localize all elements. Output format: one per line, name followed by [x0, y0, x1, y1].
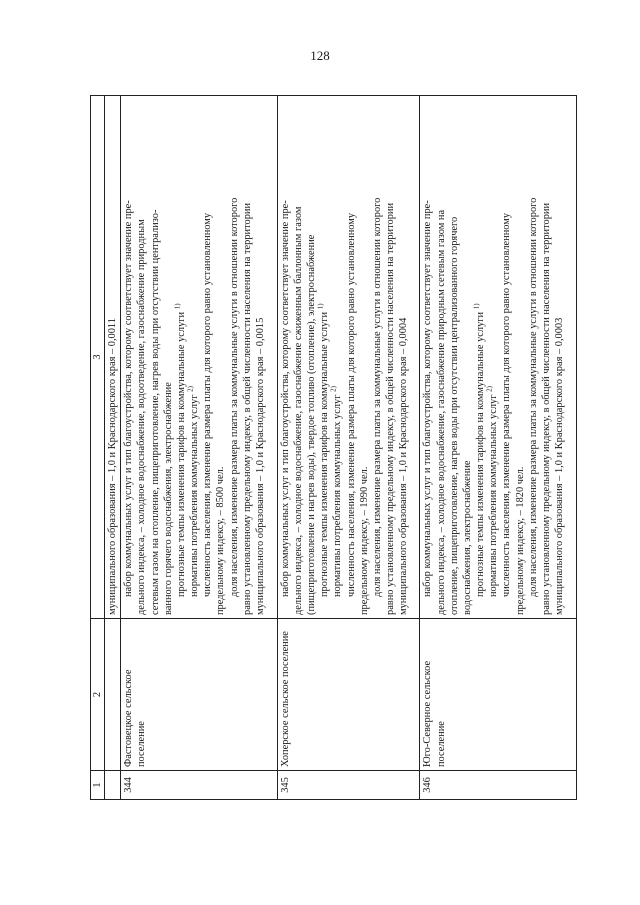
- header-col-1: 1: [91, 771, 105, 800]
- table-row: [420, 96, 577, 800]
- footnote-marker: 2): [186, 386, 195, 392]
- footnote-marker: 1): [173, 303, 182, 310]
- footnote-marker: 1): [472, 303, 481, 310]
- row-description: набор коммунальных услуг и тип благоустройства, которому соответствует значение пре- дельного индекса, – холодное водоснабжение, газоснабжение природным сетевым газом на отопление, пищеприготовление, нагрев воды при отсутствии централизованного горячего водоснабжения, электроснабжение прогнозные темпы изменения тарифов на коммунальные услуги $^{1)}$ нормативы потребления коммунальных услуг $^{2)}$ численность населения, изменение размера платы для которого равно установленному предельному индексу, – 1820 чел. доля населения, изменение размера платы за коммунальные услуги в отношении которого равно установленному предельному индексу, в общей численности населения на территории муниципального образования – 1,0 и Краснодарского края – 0,0003: [420, 96, 577, 619]
- continuation-row: [105, 96, 121, 800]
- footnote-marker: 2): [485, 386, 494, 392]
- rotated-table-container: [90, 95, 577, 800]
- footnote-marker: 1): [316, 303, 325, 310]
- row-number: 345: [277, 771, 420, 800]
- row-number: 344: [121, 771, 278, 800]
- header-col-2: 2: [91, 619, 105, 771]
- continuation-text: муниципального образования – 1,0 и Краснодарского края – 0,0011: [105, 96, 121, 619]
- settlement-name: Юго-Северное сельское поселение: [420, 619, 577, 771]
- page-number: 128: [310, 48, 330, 63]
- table-row: [277, 96, 420, 800]
- settlement-name: Хоперское сельское поселение: [277, 619, 420, 771]
- row-description: набор коммунальных услуг и тип благоустройства, которому соответствует значение пре- дельного индекса, – холодное водоснабжение, водоотведение, газоснабжение природным сетевым газом на отопление, пищеприготовление, нагрев воды при отсутствии централизо- ванного горячего водоснабжения, электроснабжение прогнозные темпы изменения тарифов на коммунальные услуги $^{1)}$ нормативы потребления коммунальных услуг $^{2)}$ численность населения, изменение размера платы для которого равно установленному предельному индексу, – 8500 чел. доля населения, изменение размера платы за коммунальные услуги в отношении которого равно установленному предельному индексу, в общей численности населения на территории муниципального образования – 1,0 и Краснодарского края – 0,0015: [121, 96, 278, 619]
- row-description: набор коммунальных услуг и тип благоустройства, которому соответствует значение пре- дельного индекса, – холодное водоснабжение, газоснабжение сжиженным баллонным газом (пищеприготовление и нагрев воды), твердое топливо (отопление), электроснабжение прогнозные темпы изменения тарифов на коммунальные услуги $^{1)}$ нормативы потребления коммунальных услуг $^{2)}$ численность населения, изменение размера платы для которого равно установленному предельному индексу, – 1990 чел. доля населения, изменение размера платы за коммунальные услуги в отношении которого равно установленному предельному индексу, в общей численности населения на территории муниципального образования – 1,0 и Краснодарского края – 0,0004: [277, 96, 420, 619]
- settlement-name: Фастовецкое сельское поселение: [121, 619, 278, 771]
- row-number: 346: [420, 771, 577, 800]
- header-col-3: 3: [91, 96, 105, 619]
- table-row: [121, 96, 278, 800]
- table-header-row: [91, 96, 105, 800]
- index-table: [90, 95, 577, 800]
- footnote-marker: 2): [330, 386, 338, 392]
